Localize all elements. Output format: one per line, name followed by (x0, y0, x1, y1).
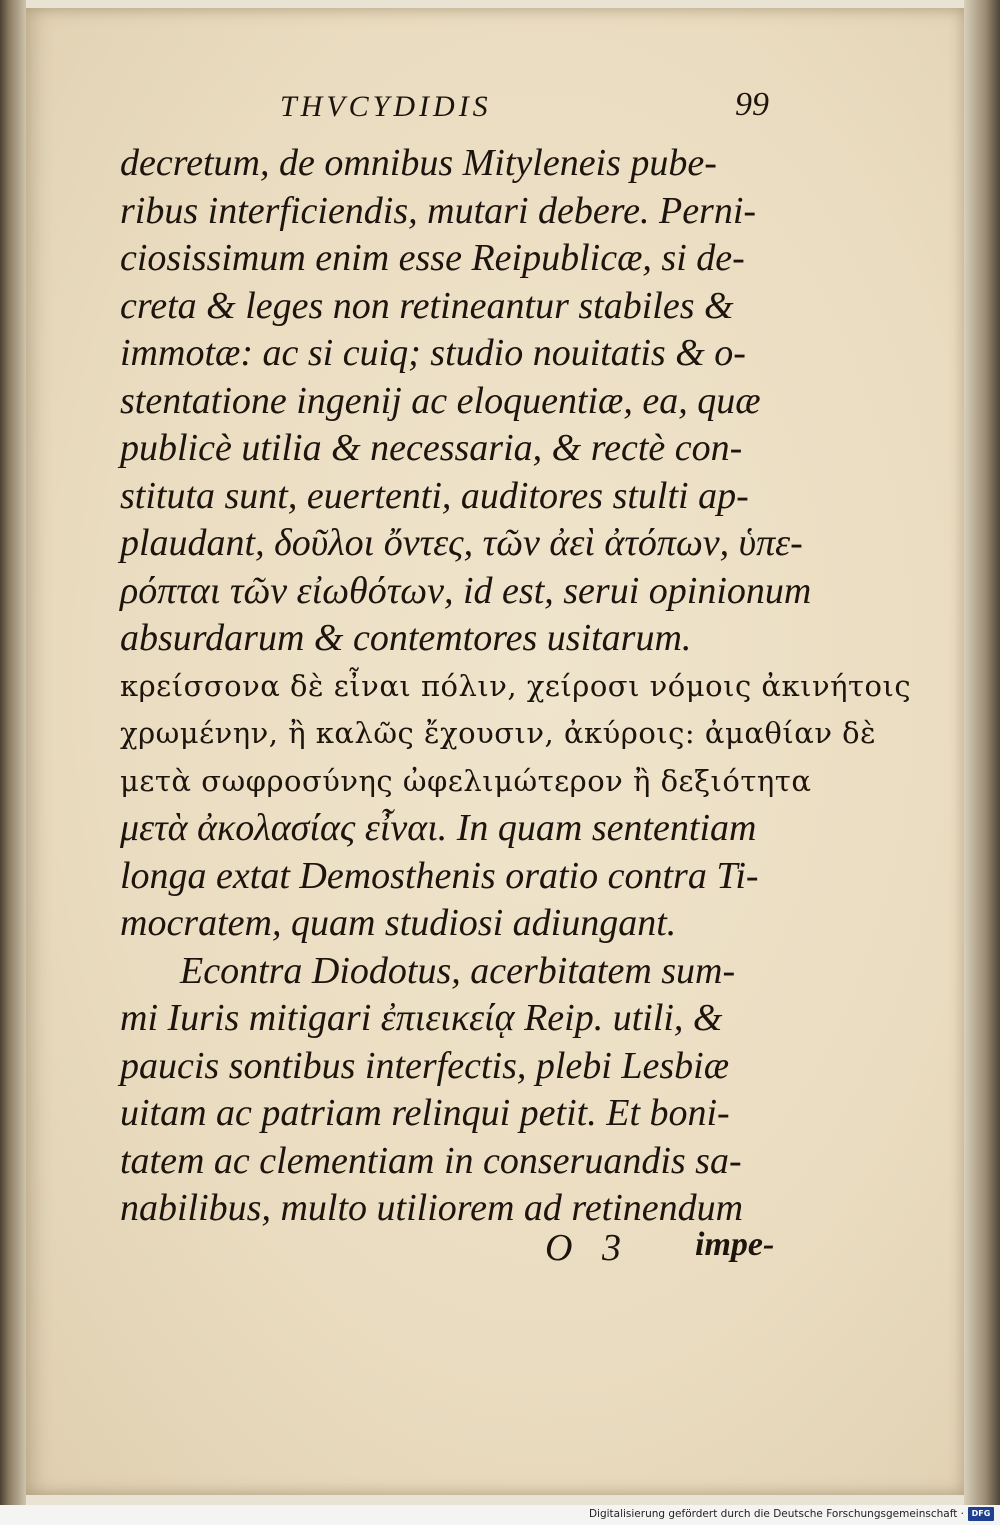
page-number: 99 (735, 86, 769, 123)
text-line: ribus interficiendis, mutari debere. Perni- (120, 189, 757, 232)
text-line: stituta sunt, euertenti, auditores stulti ap- (120, 474, 749, 517)
greek-line: μετὰ σωφροσύνης ὠφελιμώτερον ἢ δεξιότητα (120, 763, 812, 798)
text-line: uitam ac patriam relinqui petit. Et boni- (120, 1092, 730, 1134)
right-page-edge (964, 0, 1000, 1505)
running-head: THVCYDIDIS (280, 90, 492, 123)
greek-line: κρείσσονα δὲ εἶναι πόλιν, χείροσι νόμοις ἀκινήτοις (120, 668, 912, 703)
left-page-edge (0, 0, 26, 1505)
text-line: ρόπται τῶν εἰωθότων, id est, serui opinionum (120, 569, 812, 612)
text-line: creta & leges non retineantur stabiles & (120, 284, 734, 327)
text-line: absurdarum & contemtores usitarum. (120, 617, 692, 659)
paragraph-start-line: Econtra Diodotus, acerbitatem sum- (180, 949, 736, 992)
text-line: nabilibus, multo utiliorem ad retinendum (120, 1187, 744, 1229)
dfg-logo (968, 1507, 994, 1521)
text-line: μετὰ ἀκολασίας εἶναι. In quam sententiam (120, 807, 757, 849)
text-line: longa extat Demosthenis oratio contra Ti- (120, 854, 759, 897)
dfg-logo-text: DFG (971, 1509, 991, 1518)
text-line: plaudant, δοῦλοι ὄντες, τῶν ἀεὶ ἀτόπων, ὑπε- (120, 522, 803, 564)
text-line: stentatione ingenij ac eloquentiæ, ea, quæ (120, 379, 761, 422)
text-line: tatem ac clementiam in conseruandis sa- (120, 1139, 742, 1182)
signature-mark: O 3 (545, 1227, 631, 1269)
text-line: immotæ: ac si cuiq; studio nouitatis & o- (120, 332, 746, 374)
text-line: paucis sontibus interfectis, plebi Lesbiæ (120, 1044, 730, 1087)
body-text (120, 140, 912, 1233)
text-line: publicè utilia & necessaria, & rectè con- (120, 427, 743, 469)
greek-line: χρωμένην, ἢ καλῶς ἔχουσιν, ἀκύροις: ἀμαθίαν δὲ (120, 716, 877, 750)
text-line: ciosissimum enim esse Reipublicæ, si de- (120, 237, 745, 279)
dfg-credit-text: Digitalisierung gefördert durch die Deutsche Forschungsgemeinschaft · (588, 1508, 964, 1520)
text-line: decretum, de omnibus Mityleneis pube- (120, 142, 717, 184)
text-line: mi Iuris mitigari ἐπιεικείᾳ Reip. utili, & (120, 997, 723, 1039)
text-line: mocratem, quam studiosi adiungant. (120, 902, 677, 944)
page-footer-line (120, 1226, 820, 1274)
catchword: impe- (695, 1226, 775, 1263)
